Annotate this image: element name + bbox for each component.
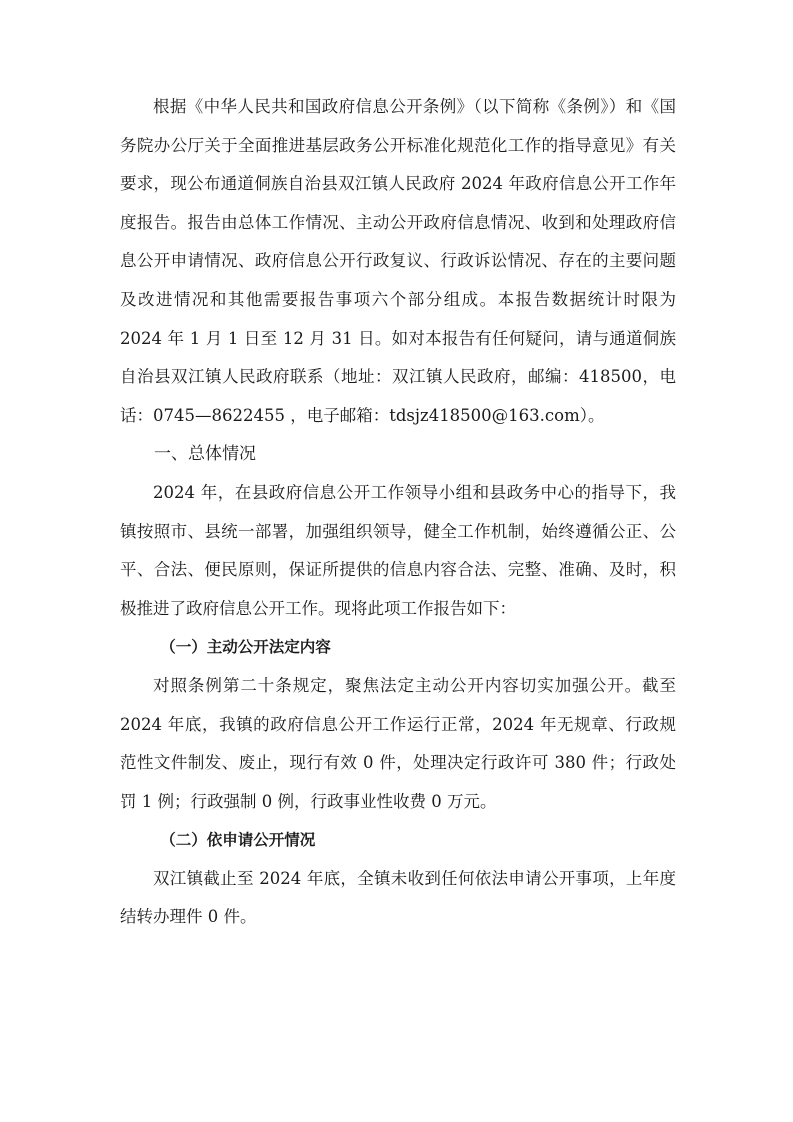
subsection-heading-request-disclosure: （二）依申请公开情况 (160, 831, 316, 850)
request-disclosure-paragraph: 双江镇截止至 2024 年底，全镇未收到任何依法申请公开事项，上年度结转办理件 0 件。 (120, 868, 676, 927)
document-page (120, 88, 676, 937)
overview-paragraph: 2024 年，在县政府信息公开工作领导小组和县政务中心的指导下，我镇按照市、县统一部署，加强组织领导，健全工作机制，始终遵循公正、公平、合法、便民原则，保证所提供的信息内容合法、完整、准确、及时，积极推进了政府信息公开工作。现将此项工作报告如下： (120, 482, 676, 618)
intro-paragraph: 根据《中华人民共和国政府信息公开条例》（以下简称《条例》）和《国务院办公厅关于全面推进基层政务公开标准化规范化工作的指导意见》有关要求，现公布通道侗族自治县双江镇人民政府 2024 年政府信息公开工作年度报告。报告由总体工作情况、主动公开政府信息情况、收到和处理政府信息公开申请情况、政府信息公开行政复议、行政诉讼情况、存在的主要问题及改进情况和其他需要报告事项六个部分组成。本报告数据统计时限为 2024 年 1 月 1 日至 12 月 31 日。如对本报告有任何疑问，请与通道侗族自治县双江镇人民政府联系（地址：双江镇人民政府，邮编：418500，电话：0745—8622455 ，电子邮箱：tdsjz418500@163.com）。 (120, 97, 676, 425)
subsection-heading-proactive-disclosure: （一）主动公开法定内容 (160, 638, 331, 657)
section-heading-overview: 一、总体情况 (154, 444, 256, 465)
proactive-disclosure-paragraph: 对照条例第二十条规定，聚焦法定主动公开内容切实加强公开。截至 2024 年底，我镇的政府信息公开工作运行正常，2024 年无规章、行政规范性文件制发、废止，现行有效 0 件，处理决定行政许可 380 件；行政处罚 1 例；行政强制 0 例，行政事业性收费 0 万元。 (120, 675, 676, 811)
